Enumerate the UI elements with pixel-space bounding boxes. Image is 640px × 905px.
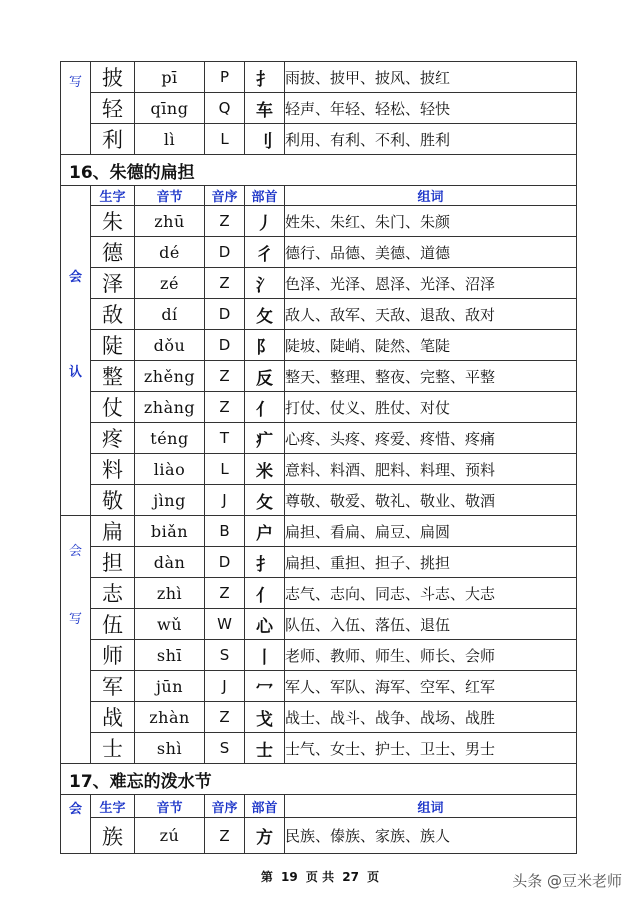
order-letter-cell: L bbox=[205, 454, 245, 485]
radical-cell: 攵 bbox=[245, 485, 285, 516]
header-radical: 部首 bbox=[245, 795, 285, 818]
pinyin-cell: liào bbox=[135, 454, 205, 485]
lesson-title: 16、朱德的扁担 bbox=[61, 155, 577, 186]
table-row bbox=[61, 454, 577, 485]
radical-cell: 氵 bbox=[245, 268, 285, 299]
character-cell: 轻 bbox=[91, 93, 135, 124]
order-letter-cell: Z bbox=[205, 578, 245, 609]
order-letter-cell: Z bbox=[205, 818, 245, 854]
order-letter-cell: J bbox=[205, 485, 245, 516]
word-list-cell: 扁担、看扁、扁豆、扁圆 bbox=[285, 516, 577, 547]
order-letter-cell: Z bbox=[205, 392, 245, 423]
order-letter-cell: Z bbox=[205, 361, 245, 392]
footer-prefix: 第 bbox=[260, 870, 273, 884]
watermark: 头条 @豆米老师 bbox=[512, 872, 622, 890]
pinyin-cell: zhì bbox=[135, 578, 205, 609]
order-letter-cell: L bbox=[205, 124, 245, 155]
order-letter-cell: T bbox=[205, 423, 245, 454]
radical-cell: 扌 bbox=[245, 62, 285, 93]
word-list-cell: 陡坡、陡峭、陡然、笔陡 bbox=[285, 330, 577, 361]
character-cell: 朱 bbox=[91, 206, 135, 237]
side-label: 会 bbox=[68, 543, 82, 559]
pinyin-cell: dàn bbox=[135, 547, 205, 578]
radical-cell: 户 bbox=[245, 516, 285, 547]
word-list-cell: 姓朱、朱红、朱门、朱颜 bbox=[285, 206, 577, 237]
word-list-cell: 打仗、仗义、胜仗、对仗 bbox=[285, 392, 577, 423]
total-pages: 27 bbox=[342, 870, 359, 884]
table-row bbox=[61, 578, 577, 609]
header-char: 生字 bbox=[91, 795, 135, 818]
side-label: 会 bbox=[68, 802, 82, 817]
word-list-cell: 军人、军队、海军、空军、红军 bbox=[285, 671, 577, 702]
pinyin-cell: zú bbox=[135, 818, 205, 854]
side-label-cell bbox=[61, 795, 91, 854]
pinyin-cell: pī bbox=[135, 62, 205, 93]
table-row bbox=[61, 124, 577, 155]
pinyin-cell: jūn bbox=[135, 671, 205, 702]
side-label: 写 bbox=[68, 74, 82, 90]
word-list-cell: 意料、料酒、肥料、料理、预料 bbox=[285, 454, 577, 485]
pinyin-cell: shì bbox=[135, 733, 205, 764]
table-row bbox=[61, 818, 577, 854]
radical-cell: 士 bbox=[245, 733, 285, 764]
character-cell: 军 bbox=[91, 671, 135, 702]
header-order: 音序 bbox=[205, 795, 245, 818]
pinyin-cell: lì bbox=[135, 124, 205, 155]
order-letter-cell: S bbox=[205, 733, 245, 764]
word-list-cell: 德行、品德、美德、道德 bbox=[285, 237, 577, 268]
order-letter-cell: D bbox=[205, 547, 245, 578]
order-letter-cell: Z bbox=[205, 702, 245, 733]
radical-cell: 丿 bbox=[245, 206, 285, 237]
pinyin-cell: dé bbox=[135, 237, 205, 268]
pinyin-cell: wǔ bbox=[135, 609, 205, 640]
pinyin-cell: zhěng bbox=[135, 361, 205, 392]
side-label: 写 bbox=[68, 611, 82, 627]
radical-cell: 米 bbox=[245, 454, 285, 485]
character-cell: 士 bbox=[91, 733, 135, 764]
table-row bbox=[61, 547, 577, 578]
word-list-cell: 尊敬、敬爱、敬礼、敬业、敬酒 bbox=[285, 485, 577, 516]
side-label: 认 bbox=[68, 365, 82, 380]
word-list-cell: 老师、教师、师生、师长、会师 bbox=[285, 640, 577, 671]
character-cell: 敬 bbox=[91, 485, 135, 516]
radical-cell: 方 bbox=[245, 818, 285, 854]
pinyin-cell: zhū bbox=[135, 206, 205, 237]
side-label-cell bbox=[61, 62, 91, 155]
table-row bbox=[61, 62, 577, 93]
word-list-cell: 雨披、披甲、披风、披红 bbox=[285, 62, 577, 93]
word-list-cell: 士气、女士、护士、卫士、男士 bbox=[285, 733, 577, 764]
word-list-cell: 队伍、入伍、落伍、退伍 bbox=[285, 609, 577, 640]
word-list-cell: 敌人、敌军、天敌、退敌、敌对 bbox=[285, 299, 577, 330]
radical-cell: 阝 bbox=[245, 330, 285, 361]
character-cell: 战 bbox=[91, 702, 135, 733]
character-cell: 担 bbox=[91, 547, 135, 578]
character-cell: 披 bbox=[91, 62, 135, 93]
character-cell: 仗 bbox=[91, 392, 135, 423]
side-label-cell bbox=[61, 516, 91, 764]
character-cell: 陡 bbox=[91, 330, 135, 361]
pinyin-cell: dí bbox=[135, 299, 205, 330]
radical-cell: 车 bbox=[245, 93, 285, 124]
word-list-cell: 整天、整理、整夜、完整、平整 bbox=[285, 361, 577, 392]
lesson-title: 17、难忘的泼水节 bbox=[61, 764, 577, 795]
order-letter-cell: P bbox=[205, 62, 245, 93]
radical-cell: 反 bbox=[245, 361, 285, 392]
pinyin-cell: dǒu bbox=[135, 330, 205, 361]
table-row bbox=[61, 702, 577, 733]
character-cell: 伍 bbox=[91, 609, 135, 640]
radical-cell: 疒 bbox=[245, 423, 285, 454]
word-list-cell: 战士、战斗、战争、战场、战胜 bbox=[285, 702, 577, 733]
radical-cell: 刂 bbox=[245, 124, 285, 155]
pinyin-cell: biǎn bbox=[135, 516, 205, 547]
radical-cell: 攵 bbox=[245, 299, 285, 330]
word-list-cell: 色泽、光泽、恩泽、光泽、沼泽 bbox=[285, 268, 577, 299]
table-row bbox=[61, 609, 577, 640]
table-row bbox=[61, 671, 577, 702]
order-letter-cell: Q bbox=[205, 93, 245, 124]
character-cell: 扁 bbox=[91, 516, 135, 547]
table-row bbox=[61, 516, 577, 547]
character-cell: 师 bbox=[91, 640, 135, 671]
table-header-row bbox=[61, 186, 577, 206]
radical-cell: 心 bbox=[245, 609, 285, 640]
character-cell: 德 bbox=[91, 237, 135, 268]
character-cell: 整 bbox=[91, 361, 135, 392]
table-row bbox=[61, 640, 577, 671]
table-row bbox=[61, 485, 577, 516]
order-letter-cell: B bbox=[205, 516, 245, 547]
table-row bbox=[61, 392, 577, 423]
table-row bbox=[61, 237, 577, 268]
character-cell: 疼 bbox=[91, 423, 135, 454]
pinyin-cell: qīng bbox=[135, 93, 205, 124]
word-list-cell: 轻声、年轻、轻松、轻快 bbox=[285, 93, 577, 124]
page-number: 19 bbox=[281, 870, 298, 884]
lesson-title-row bbox=[61, 764, 577, 795]
character-cell: 泽 bbox=[91, 268, 135, 299]
header-radical: 部首 bbox=[245, 186, 285, 206]
pinyin-cell: zhàng bbox=[135, 392, 205, 423]
word-list-cell: 志气、志向、同志、斗志、大志 bbox=[285, 578, 577, 609]
header-words: 组词 bbox=[285, 795, 577, 818]
word-list-cell: 扁担、重担、担子、挑担 bbox=[285, 547, 577, 578]
pinyin-cell: téng bbox=[135, 423, 205, 454]
header-order: 音序 bbox=[205, 186, 245, 206]
order-letter-cell: Z bbox=[205, 206, 245, 237]
pinyin-cell: jìng bbox=[135, 485, 205, 516]
pinyin-cell: zhàn bbox=[135, 702, 205, 733]
header-pinyin: 音节 bbox=[135, 186, 205, 206]
radical-cell: 冖 bbox=[245, 671, 285, 702]
character-cell: 族 bbox=[91, 818, 135, 854]
order-letter-cell: S bbox=[205, 640, 245, 671]
radical-cell: 丨 bbox=[245, 640, 285, 671]
radical-cell: 亻 bbox=[245, 392, 285, 423]
footer-suffix: 页 bbox=[367, 870, 380, 884]
character-cell: 敌 bbox=[91, 299, 135, 330]
side-label: 会 bbox=[68, 270, 82, 285]
order-letter-cell: J bbox=[205, 671, 245, 702]
character-cell: 料 bbox=[91, 454, 135, 485]
vocabulary-table bbox=[60, 61, 577, 854]
header-pinyin: 音节 bbox=[135, 795, 205, 818]
order-letter-cell: D bbox=[205, 237, 245, 268]
table-row bbox=[61, 423, 577, 454]
word-list-cell: 心疼、头疼、疼爱、疼惜、疼痛 bbox=[285, 423, 577, 454]
order-letter-cell: D bbox=[205, 330, 245, 361]
header-words: 组词 bbox=[285, 186, 577, 206]
pinyin-cell: shī bbox=[135, 640, 205, 671]
lesson-title-row bbox=[61, 155, 577, 186]
character-cell: 志 bbox=[91, 578, 135, 609]
order-letter-cell: D bbox=[205, 299, 245, 330]
table-row bbox=[61, 206, 577, 237]
table-row bbox=[61, 268, 577, 299]
table-row bbox=[61, 93, 577, 124]
footer-mid: 页 共 bbox=[305, 870, 335, 884]
radical-cell: 彳 bbox=[245, 237, 285, 268]
word-list-cell: 利用、有利、不利、胜利 bbox=[285, 124, 577, 155]
table-row bbox=[61, 330, 577, 361]
table-row bbox=[61, 299, 577, 330]
pinyin-cell: zé bbox=[135, 268, 205, 299]
order-letter-cell: W bbox=[205, 609, 245, 640]
side-label-cell bbox=[61, 186, 91, 516]
radical-cell: 亻 bbox=[245, 578, 285, 609]
table-row bbox=[61, 361, 577, 392]
word-list-cell: 民族、傣族、家族、族人 bbox=[285, 818, 577, 854]
order-letter-cell: Z bbox=[205, 268, 245, 299]
radical-cell: 戈 bbox=[245, 702, 285, 733]
table-row bbox=[61, 733, 577, 764]
table-header-row bbox=[61, 795, 577, 818]
character-cell: 利 bbox=[91, 124, 135, 155]
header-char: 生字 bbox=[91, 186, 135, 206]
radical-cell: 扌 bbox=[245, 547, 285, 578]
